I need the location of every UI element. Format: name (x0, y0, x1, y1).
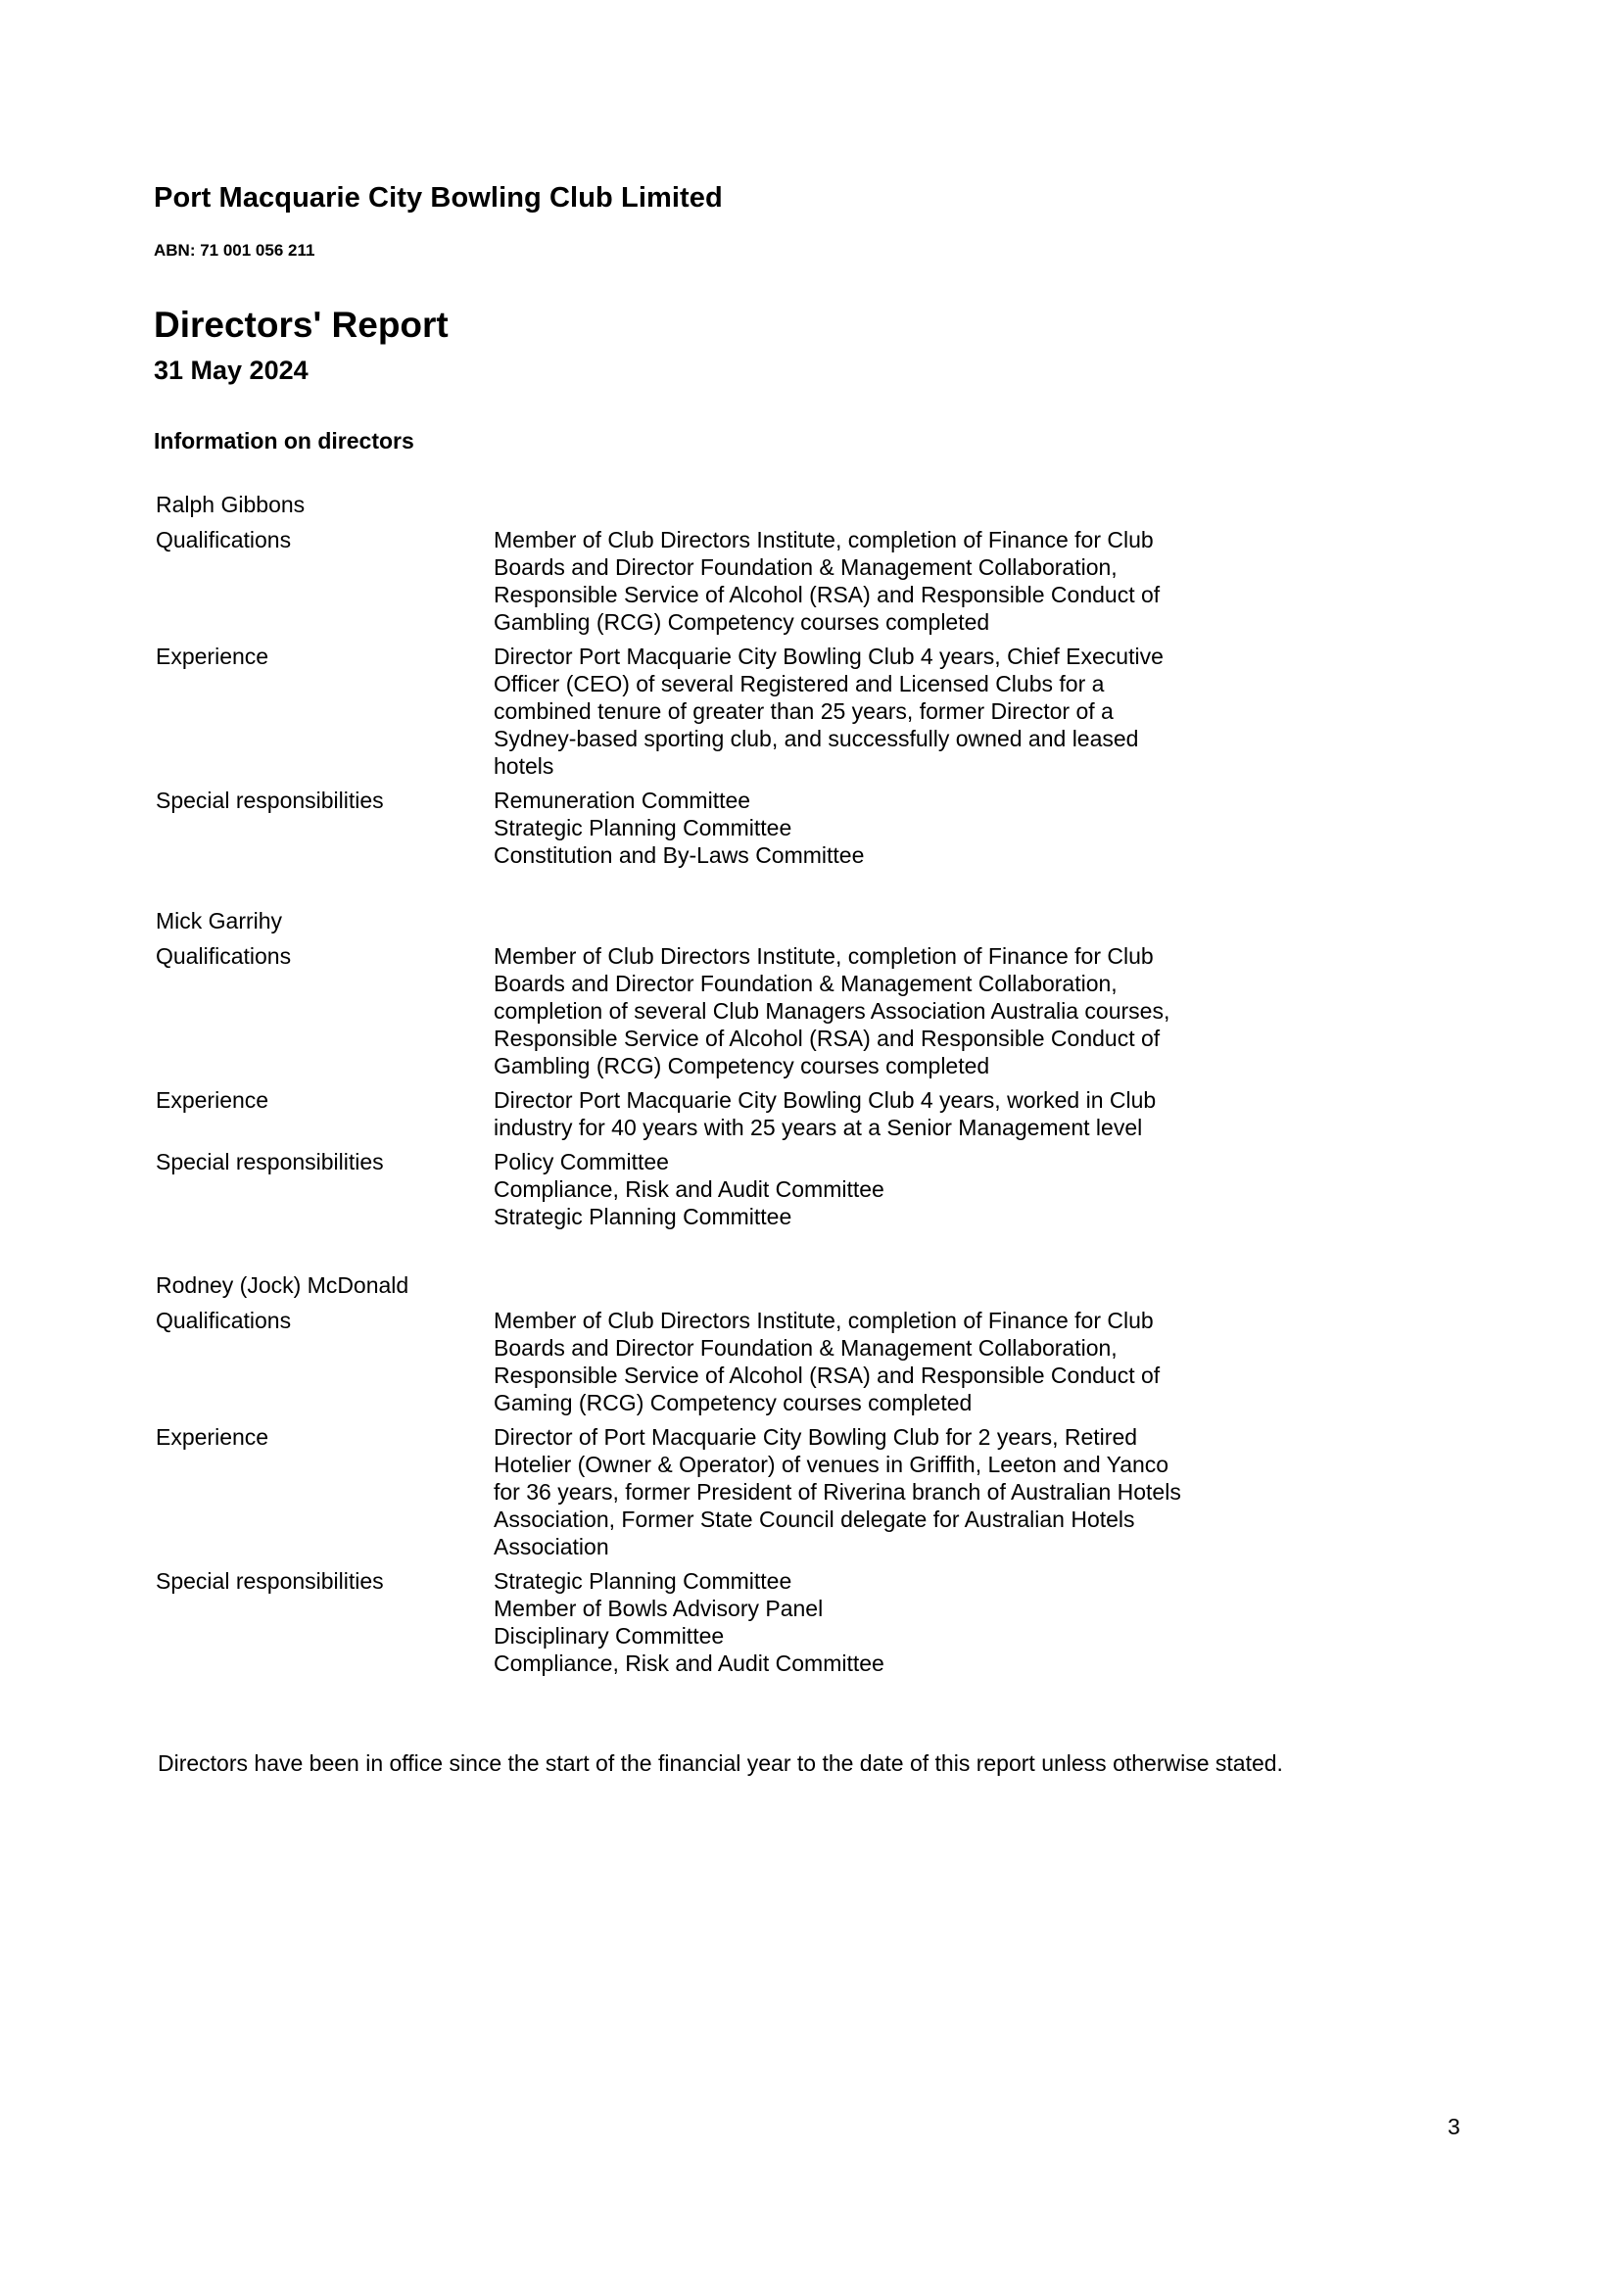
text-line: Policy Committee (494, 1149, 669, 1174)
row-value (494, 526, 1228, 636)
row-value (494, 643, 1228, 780)
text-line: industry for 40 years with 25 years at a Senior Management level (494, 1115, 1143, 1140)
text-line: Compliance, Risk and Audit Committee (494, 1650, 884, 1676)
text-line: Director of Port Macquarie City Bowling Club for 2 years, Retired (494, 1424, 1138, 1450)
footnote: Directors have been in office since the start of the financial year to the date of this report unless otherwise stated. (158, 1750, 1283, 1776)
text-line: Hotelier (Owner & Operator) of venues in Griffith, Leeton and Yanco (494, 1452, 1169, 1477)
text-line: Sydney-based sporting club, and successfully owned and leased (494, 726, 1139, 751)
qualifications-row (154, 526, 1231, 636)
text-line: Boards and Director Foundation & Management Collaboration, (494, 1335, 1118, 1361)
text-line: Association, Former State Council delegate for Australian Hotels (494, 1507, 1135, 1532)
text-line: combined tenure of greater than 25 years, former Director of a (494, 698, 1114, 724)
text-line: Strategic Planning Committee (494, 815, 792, 840)
text-line: Member of Club Directors Institute, completion of Finance for Club (494, 1308, 1154, 1333)
experience-row (154, 1086, 1231, 1141)
text-line: Director Port Macquarie City Bowling Club 4 years, Chief Executive (494, 644, 1164, 669)
page-number: 3 (1448, 2114, 1460, 2139)
director-name: Ralph Gibbons (156, 492, 306, 517)
row-label: Experience (156, 644, 269, 669)
section-heading: Information on directors (154, 428, 414, 454)
director-name: Mick Garrihy (156, 908, 283, 933)
experience-row (154, 1423, 1231, 1560)
row-label: Qualifications (156, 1308, 292, 1333)
text-line: Gaming (RCG) Competency courses completed (494, 1390, 973, 1415)
row-label: Special responsibilities (156, 788, 384, 813)
row-value (494, 787, 1228, 869)
text-line: Constitution and By-Laws Committee (494, 842, 865, 868)
text-line: Strategic Planning Committee (494, 1204, 792, 1229)
row-label: Qualifications (156, 527, 292, 552)
text-line: Officer (CEO) of several Registered and Licensed Clubs for a (494, 671, 1105, 696)
text-line: for 36 years, former President of Riverina branch of Australian Hotels (494, 1479, 1181, 1505)
report-date: 31 May 2024 (154, 356, 309, 385)
row-label: Special responsibilities (156, 1149, 384, 1174)
text-line: Strategic Planning Committee (494, 1568, 792, 1594)
report-title: Directors' Report (154, 305, 449, 345)
company-name: Port Macquarie City Bowling Club Limited (154, 182, 723, 214)
row-value (494, 1148, 1228, 1230)
text-line: Boards and Director Foundation & Management Collaboration, (494, 971, 1118, 996)
text-line: completion of several Club Managers Association Australia courses, (494, 998, 1170, 1024)
special-responsibilities-row (154, 787, 1231, 869)
row-label: Experience (156, 1087, 269, 1113)
row-value (494, 1567, 1228, 1677)
text-line: Disciplinary Committee (494, 1623, 725, 1649)
text-line: Responsible Service of Alcohol (RSA) and Responsible Conduct of (494, 582, 1161, 607)
row-value (494, 1307, 1228, 1416)
text-line: Member of Club Directors Institute, completion of Finance for Club (494, 943, 1154, 969)
row-value (494, 942, 1228, 1079)
abn-number: ABN: 71 001 056 211 (154, 241, 315, 260)
director-block-3 (154, 1271, 1231, 1684)
text-line: Gambling (RCG) Competency courses completed (494, 609, 990, 635)
text-line: Association (494, 1534, 609, 1559)
special-responsibilities-row (154, 1148, 1231, 1230)
row-value (494, 1086, 1228, 1141)
text-line: Member of Bowls Advisory Panel (494, 1596, 824, 1621)
director-name: Rodney (Jock) McDonald (156, 1272, 409, 1298)
experience-row (154, 643, 1231, 780)
director-block-2 (154, 907, 1231, 1237)
qualifications-row (154, 942, 1231, 1079)
qualifications-row (154, 1307, 1231, 1416)
text-line: hotels (494, 753, 554, 779)
row-label: Experience (156, 1424, 269, 1450)
row-label: Qualifications (156, 943, 292, 969)
text-line: Remuneration Committee (494, 788, 751, 813)
director-block-1 (154, 491, 1231, 876)
text-line: Gambling (RCG) Competency courses completed (494, 1053, 990, 1078)
text-line: Responsible Service of Alcohol (RSA) and Responsible Conduct of (494, 1026, 1161, 1051)
row-value (494, 1423, 1228, 1560)
text-line: Boards and Director Foundation & Management Collaboration, (494, 554, 1118, 580)
row-label: Special responsibilities (156, 1568, 384, 1594)
text-line: Director Port Macquarie City Bowling Club 4 years, worked in Club (494, 1087, 1157, 1113)
text-line: Responsible Service of Alcohol (RSA) and Responsible Conduct of (494, 1363, 1161, 1388)
text-line: Member of Club Directors Institute, completion of Finance for Club (494, 527, 1154, 552)
text-line: Compliance, Risk and Audit Committee (494, 1176, 884, 1202)
special-responsibilities-row (154, 1567, 1231, 1677)
